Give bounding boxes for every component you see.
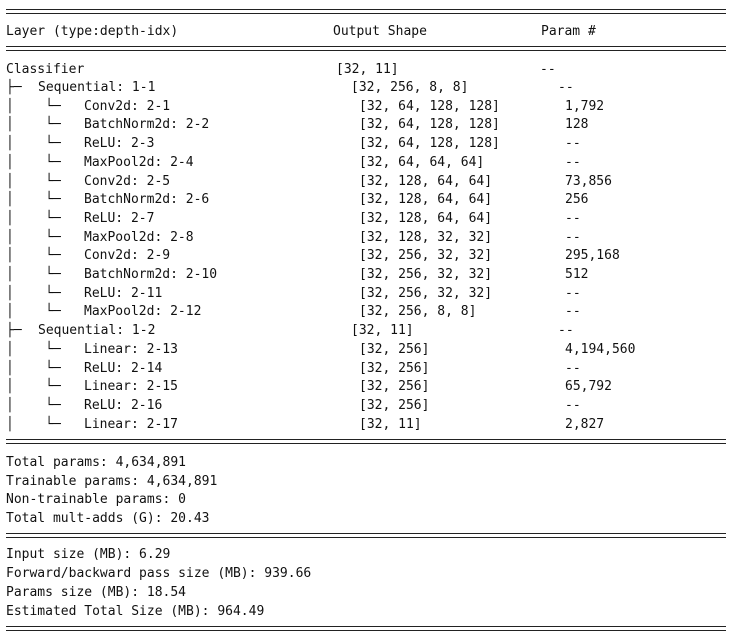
layer-output-shape: [32, 256, 32, 32]	[359, 285, 493, 301]
layer-name: Sequential: 1-1	[38, 80, 156, 95]
tree-connector: │ └─	[6, 192, 61, 208]
size-stat-line: Forward/backward pass size (MB): 939.66	[6, 566, 312, 581]
layer-params: --	[565, 154, 581, 170]
root-output: [32, 11]	[336, 62, 399, 77]
layer-params: --	[565, 304, 581, 320]
separator-rule	[6, 626, 726, 631]
layer-name: MaxPool2d: 2-8	[84, 229, 194, 245]
layer-row	[6, 248, 726, 263]
layer-name: BatchNorm2d: 2-10	[84, 267, 218, 282]
layer-row	[6, 99, 726, 114]
layer-output-shape: [32, 256, 8, 8]	[359, 304, 477, 320]
layer-output-shape: [32, 11]	[359, 416, 422, 432]
layer-output-shape: [32, 128, 64, 64]	[359, 192, 493, 208]
layer-output-shape: [32, 256, 32, 32]	[359, 248, 493, 264]
layer-params: 512	[565, 267, 589, 282]
size-stat-line: Params size (MB): 18.54	[6, 585, 187, 600]
total-stat-line: Trainable params: 4,634,891	[6, 473, 218, 489]
layer-params: --	[565, 136, 581, 152]
separator-rule	[6, 439, 726, 444]
total-stat-line: Total params: 4,634,891	[6, 455, 187, 470]
layer-output-shape: [32, 256]	[359, 379, 430, 395]
layer-row	[6, 80, 726, 95]
total-stat-line: Total mult-adds (G): 20.43	[6, 510, 210, 526]
layer-output-shape: [32, 128, 32, 32]	[359, 229, 493, 245]
layer-params: --	[565, 397, 581, 413]
layer-output-shape: [32, 256]	[359, 397, 430, 413]
layer-name: Sequential: 1-2	[38, 323, 156, 339]
layer-row	[6, 192, 726, 207]
size-stat-line: Input size (MB): 6.29	[6, 547, 171, 562]
layer-name: ReLU: 2-3	[84, 136, 155, 152]
summary-header	[6, 24, 726, 39]
total-stat-line: Non-trainable params: 0	[6, 492, 187, 507]
root-params: --	[540, 62, 556, 77]
layer-row	[6, 361, 726, 376]
layer-output-shape: [32, 64, 128, 128]	[359, 136, 500, 152]
layer-params: --	[565, 229, 581, 245]
layer-row	[6, 174, 726, 189]
root-row	[6, 62, 726, 77]
layer-params: --	[558, 323, 574, 339]
layer-params: --	[558, 80, 574, 95]
tree-connector: │ └─	[6, 154, 61, 170]
layer-params: --	[565, 210, 581, 226]
layer-output-shape: [32, 256, 8, 8]	[351, 80, 469, 95]
tree-connector: │ └─	[6, 304, 61, 320]
layer-row	[6, 417, 726, 432]
layer-name: Conv2d: 2-9	[84, 248, 171, 264]
tree-connector: │ └─	[6, 360, 61, 376]
tree-connector: │ └─	[6, 248, 61, 264]
layer-row	[6, 155, 726, 170]
layer-name: ReLU: 2-11	[84, 285, 163, 301]
layer-params: 1,792	[565, 98, 605, 114]
layer-output-shape: [32, 64, 128, 128]	[359, 98, 500, 114]
layer-name: ReLU: 2-16	[84, 397, 163, 413]
header-output-shape: Output Shape	[333, 24, 427, 39]
layer-name: ReLU: 2-7	[84, 210, 155, 226]
layer-name: Linear: 2-15	[84, 379, 178, 395]
layer-name: MaxPool2d: 2-12	[84, 304, 202, 320]
tree-connector: │ └─	[6, 267, 61, 282]
tree-connector: │ └─	[6, 210, 61, 226]
tree-connector: │ └─	[6, 341, 61, 357]
tree-connector: │ └─	[6, 173, 61, 189]
separator-rule	[6, 533, 726, 538]
layer-name: Linear: 2-17	[84, 416, 178, 432]
layer-name: BatchNorm2d: 2-2	[84, 117, 210, 133]
separator-rule	[6, 46, 726, 51]
tree-connector: │ └─	[6, 229, 61, 245]
layer-params: 73,856	[565, 173, 612, 189]
separator-rule	[6, 9, 726, 14]
layer-row	[6, 342, 726, 357]
layer-row	[6, 379, 726, 394]
layer-row	[6, 398, 726, 413]
tree-connector: ├─	[6, 80, 22, 95]
layer-params: 128	[565, 117, 589, 133]
tree-connector: │ └─	[6, 117, 61, 133]
tree-connector: │ └─	[6, 379, 61, 395]
layer-name: ReLU: 2-14	[84, 360, 163, 376]
layer-params: --	[565, 285, 581, 301]
layer-row	[6, 230, 726, 245]
layer-row	[6, 211, 726, 226]
layer-row	[6, 304, 726, 319]
layer-output-shape: [32, 128, 64, 64]	[359, 210, 493, 226]
layer-output-shape: [32, 64, 128, 128]	[359, 117, 500, 133]
tree-connector: │ └─	[6, 416, 61, 432]
layer-params: 65,792	[565, 379, 612, 395]
layer-params: 295,168	[565, 248, 620, 264]
root-name: Classifier	[6, 62, 85, 77]
layer-row	[6, 267, 726, 282]
layer-params: 2,827	[565, 416, 605, 432]
tree-connector: │ └─	[6, 136, 61, 152]
tree-connector: │ └─	[6, 397, 61, 413]
layer-params: --	[565, 360, 581, 376]
layer-output-shape: [32, 11]	[351, 323, 414, 339]
layer-row	[6, 117, 726, 132]
layer-name: MaxPool2d: 2-4	[84, 154, 194, 170]
layer-output-shape: [32, 256]	[359, 360, 430, 376]
layer-output-shape: [32, 64, 64, 64]	[359, 154, 485, 170]
layer-output-shape: [32, 256]	[359, 341, 430, 357]
layer-output-shape: [32, 128, 64, 64]	[359, 173, 493, 189]
layer-name: Conv2d: 2-5	[84, 173, 171, 189]
tree-connector: │ └─	[6, 98, 61, 114]
tree-connector: ├─	[6, 323, 22, 339]
layer-output-shape: [32, 256, 32, 32]	[359, 267, 493, 282]
layer-name: BatchNorm2d: 2-6	[84, 192, 210, 208]
layer-row	[6, 286, 726, 301]
layer-name: Conv2d: 2-1	[84, 98, 171, 114]
layer-row	[6, 136, 726, 151]
header-params: Param #	[541, 24, 596, 39]
tree-connector: │ └─	[6, 285, 61, 301]
layer-row	[6, 323, 726, 338]
size-stat-line: Estimated Total Size (MB): 964.49	[6, 604, 265, 619]
header-layer: Layer (type:depth-idx)	[6, 24, 179, 39]
layer-params: 256	[565, 192, 589, 208]
layer-name: Linear: 2-13	[84, 341, 178, 357]
layer-params: 4,194,560	[565, 341, 636, 357]
